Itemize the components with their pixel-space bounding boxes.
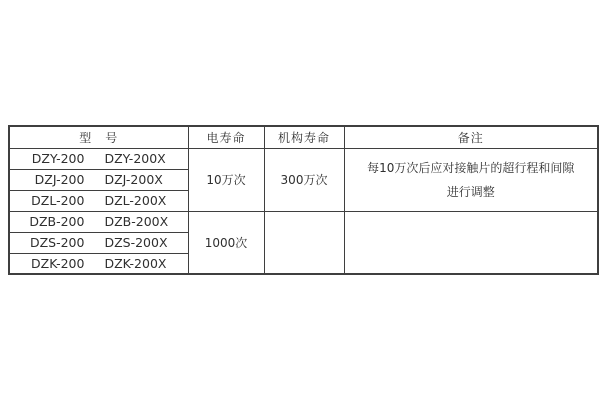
model-cell: [9, 148, 188, 169]
remarks-cell-top: [344, 148, 598, 211]
model-base: DZS-200: [29, 235, 85, 250]
mechanism-life-cell-bottom: [264, 211, 344, 274]
model-cell: [9, 232, 188, 253]
model-variant: DZS-200X: [104, 235, 168, 250]
model-variant: DZB-200X: [104, 214, 169, 229]
model-variant: DZJ-200X: [104, 172, 163, 187]
header-mechanism-life: 机构寿命: [264, 126, 344, 148]
model-variant: DZY-200X: [104, 151, 166, 166]
model-variant: DZK-200X: [104, 255, 167, 271]
header-model: 型 号: [9, 126, 188, 148]
model-cell: [9, 211, 188, 232]
electrical-life-cell-bottom: 1000次: [188, 211, 264, 274]
model-base: DZB-200: [29, 214, 85, 229]
mechanism-life-cell-top: 300万次: [264, 148, 344, 211]
electrical-life-cell-top: 10万次: [188, 148, 264, 211]
remarks-cell-bottom: [344, 211, 598, 274]
model-cell: [9, 190, 188, 211]
header-row: [9, 126, 598, 148]
remarks-line-1: 每10万次后应对接触片的超行程和间隙: [367, 160, 575, 175]
model-cell: [9, 253, 188, 274]
spec-table: [8, 125, 599, 275]
model-base: DZY-200: [31, 151, 85, 166]
header-electrical-life: 电寿命: [188, 126, 264, 148]
model-variant: DZL-200X: [104, 193, 167, 208]
model-base: DZJ-200: [34, 172, 85, 187]
model-cell: [9, 169, 188, 190]
remarks-line-2: 进行调整: [446, 184, 495, 199]
model-base: DZK-200: [31, 255, 85, 271]
table-row: [9, 148, 598, 169]
header-remarks: 备注: [344, 126, 598, 148]
table-row: [9, 211, 598, 232]
model-base: DZL-200: [31, 193, 85, 208]
